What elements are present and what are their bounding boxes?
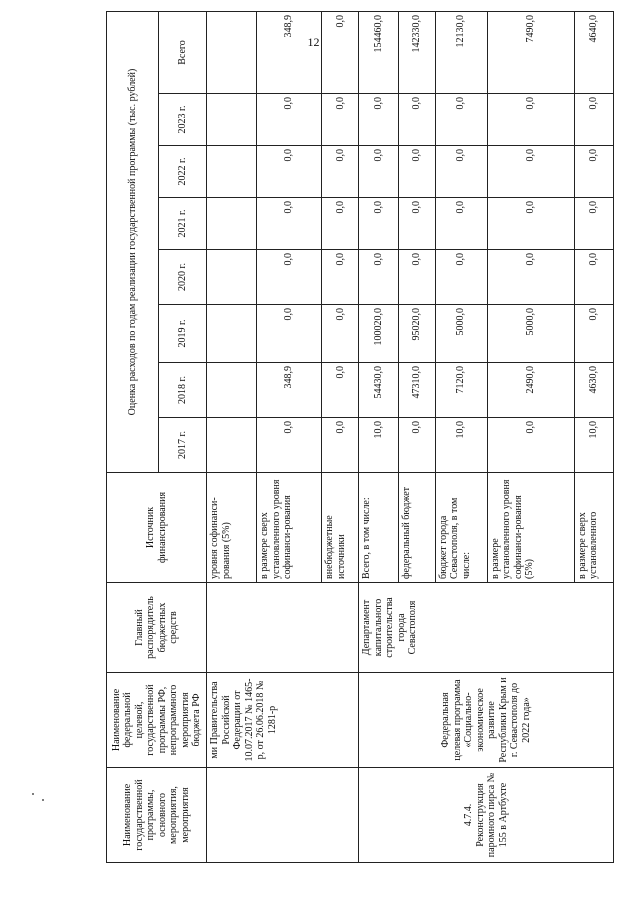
value-cell: 0,0 bbox=[322, 418, 359, 473]
value-cell: 0,0 bbox=[435, 146, 487, 198]
page-number: 12 bbox=[307, 35, 320, 49]
cont-program-cell bbox=[207, 768, 359, 863]
value-cell: 348,9 bbox=[257, 12, 322, 94]
value-cell: 0,0 bbox=[257, 305, 322, 363]
value-cell: 0,0 bbox=[257, 198, 322, 250]
header-year-2021: 2021 г. bbox=[159, 198, 207, 250]
value-cell: 0,0 bbox=[322, 146, 359, 198]
value-cell: 0,0 bbox=[487, 146, 574, 198]
value-cell: 0,0 bbox=[398, 198, 435, 250]
value-cell: 0,0 bbox=[359, 198, 398, 250]
funding-source-cell: внебюджетные источники bbox=[322, 473, 359, 583]
value-cell: 100020,0 bbox=[359, 305, 398, 363]
value-cell: 10,0 bbox=[359, 418, 398, 473]
header-year-2017: 2017 г. bbox=[159, 418, 207, 473]
value-cell: 0,0 bbox=[574, 250, 613, 305]
value-cell: 0,0 bbox=[322, 363, 359, 418]
table-row bbox=[207, 12, 257, 863]
funding-source-cell: в размере сверх установленного уровня софинанси-рования bbox=[257, 473, 322, 583]
value-cell: 54430,0 bbox=[359, 363, 398, 418]
header-year-2020: 2020 г. bbox=[159, 250, 207, 305]
rotated-table-container bbox=[106, 15, 614, 863]
table-frame bbox=[106, 15, 614, 863]
value-cell: 0,0 bbox=[487, 94, 574, 146]
header-cost-estimate: Оценка расходов по годам реализации государственной программы (тыс. рублей) bbox=[107, 12, 159, 473]
value-cell: 0,0 bbox=[322, 12, 359, 94]
value-cell: 4630,0 bbox=[574, 363, 613, 418]
funding-source-cell: федеральный бюджет bbox=[398, 473, 435, 583]
value-cell: 0,0 bbox=[322, 94, 359, 146]
value-cell: 154460,0 bbox=[359, 12, 398, 94]
value-cell: 0,0 bbox=[257, 146, 322, 198]
value-cell: 5000,0 bbox=[435, 305, 487, 363]
header-program-name: Наименование государственной программы, основного мероприятия, мероприятия bbox=[107, 768, 207, 863]
value-cell: 0,0 bbox=[487, 250, 574, 305]
value-cell: 10,0 bbox=[574, 418, 613, 473]
budget-table bbox=[106, 11, 614, 863]
value-cell: 47310,0 bbox=[398, 363, 435, 418]
value-cell: 0,0 bbox=[574, 305, 613, 363]
value-cell: 0,0 bbox=[435, 94, 487, 146]
value-cell: 0,0 bbox=[359, 146, 398, 198]
header-budget-manager: Главный распорядитель бюджетных средств bbox=[107, 583, 207, 673]
funding-source-cell: в размере сверх установленного bbox=[574, 473, 613, 583]
value-cell: 0,0 bbox=[398, 94, 435, 146]
item-manager-cell: Департамент капитального строительства города Севастополя bbox=[359, 583, 614, 673]
value-cell: 0,0 bbox=[574, 146, 613, 198]
value-cell: 0,0 bbox=[359, 94, 398, 146]
value-cell: 0,0 bbox=[487, 418, 574, 473]
value-cell: 0,0 bbox=[487, 198, 574, 250]
item-federal-program-cell: Федеральная целевая программа «Социально-экономическое развитие Республики Крым и г. Севастополя до 2022 года» bbox=[359, 673, 614, 768]
funding-source-cell: Всего, в том числе: bbox=[359, 473, 398, 583]
value-cell: 7490,0 bbox=[487, 12, 574, 94]
funding-source-cell: уровня софинанси-рования (5%) bbox=[207, 473, 257, 583]
value-cell: 0,0 bbox=[359, 250, 398, 305]
header-funding-source: Источник финансирования bbox=[107, 473, 207, 583]
value-cell: 95020,0 bbox=[398, 305, 435, 363]
header-total: Всего bbox=[159, 12, 207, 94]
header-year-2023: 2023 г. bbox=[159, 94, 207, 146]
value-cell: 10,0 bbox=[435, 418, 487, 473]
value-cell: 0,0 bbox=[398, 418, 435, 473]
value-cell: 7120,0 bbox=[435, 363, 487, 418]
value-cell: 0,0 bbox=[398, 146, 435, 198]
value-cell: 0,0 bbox=[322, 198, 359, 250]
value-cell: 0,0 bbox=[398, 250, 435, 305]
value-cell: 0,0 bbox=[435, 250, 487, 305]
funding-source-cell: бюджет города Севастополя, в том числе: bbox=[435, 473, 487, 583]
value-cell: 0,0 bbox=[257, 250, 322, 305]
header-year-2019: 2019 г. bbox=[159, 305, 207, 363]
value-cell: 142330,0 bbox=[398, 12, 435, 94]
header-year-2018: 2018 г. bbox=[159, 363, 207, 418]
value-cell: 0,0 bbox=[257, 94, 322, 146]
header-federal-program: Наименование федеральной целевой, государственной программы РФ, непрограммного мероприятия бюджета РФ bbox=[107, 673, 207, 768]
cont-federal-program-cell: ми Правительства Российской Федерации от 10.07.2017 № 1465-р, от 26.06.2018 № 1281-р bbox=[207, 673, 359, 768]
value-cell: 0,0 bbox=[574, 198, 613, 250]
header-year-2022: 2022 г. bbox=[159, 146, 207, 198]
value-cell: 4640,0 bbox=[574, 12, 613, 94]
table-row bbox=[359, 12, 398, 863]
value-cell: 5000,0 bbox=[487, 305, 574, 363]
value-cell: 0,0 bbox=[322, 250, 359, 305]
cont-manager-cell bbox=[207, 583, 359, 673]
value-cell: 0,0 bbox=[322, 305, 359, 363]
value-cell: 0,0 bbox=[574, 94, 613, 146]
scan-speck bbox=[42, 799, 44, 801]
scan-speck bbox=[32, 793, 34, 795]
value-cell: 2490,0 bbox=[487, 363, 574, 418]
value-cell: 12130,0 bbox=[435, 12, 487, 94]
value-cell: 348,9 bbox=[257, 363, 322, 418]
funding-source-cell: в размере установленного уровня софинанси-рования (5%) bbox=[487, 473, 574, 583]
value-cell: 0,0 bbox=[257, 418, 322, 473]
value-cell: 0,0 bbox=[435, 198, 487, 250]
item-program-cell: 4.7.4. Реконструкция паромного пирса № 155 в Артбухте bbox=[359, 768, 614, 863]
